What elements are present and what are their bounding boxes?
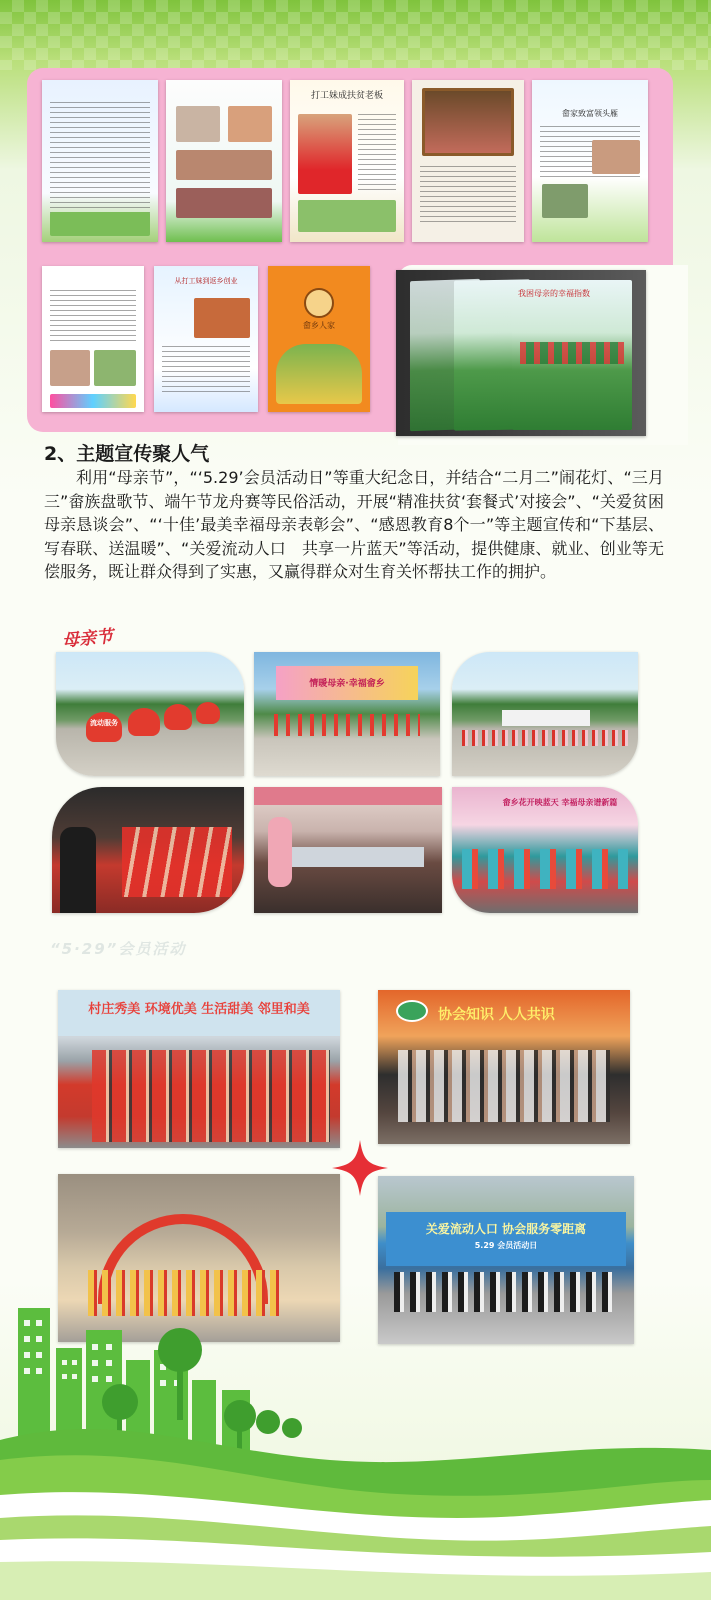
- heart-sign-text: 流动服务: [90, 719, 118, 727]
- mothers-day-photo-heart-signs: [56, 652, 244, 776]
- section-paragraph: 利用“母亲节”，“‘5.29’会员活动日”等重大纪念日，并结合“二月二”闹花灯、“三月三”畲族盘歌节、端午节龙舟赛等民俗活动，开展“精准扶贫‘套餐式’对接会”、“关爱贫困母亲恳谈会”、“‘十佳’最美幸福母亲表彰会”、“感恩教育8个一”等主题宣传和“下基层、写春联、送温暖”、“关爱流动人口 共享一片蓝天”等活动，提供健康、就业、创业等无偿服务，既让群众得到了实惠，又赢得群众对生育关怀帮扶工作的拥护。: [44, 468, 664, 581]
- brochure-page-3-title: 打工妹成扶贫老板: [310, 91, 383, 101]
- stage-banner-text: 情暖母亲·幸福畲乡: [309, 679, 385, 689]
- mothers-day-photo-dance: [452, 787, 638, 913]
- top-green-pattern: [0, 0, 711, 70]
- brochure-page-5-title: 畲家致富领头雁: [562, 109, 618, 118]
- green-city-illustration: [0, 1290, 711, 1600]
- brochure-back-cover: [268, 266, 370, 412]
- mothers-day-photo-consultation: [254, 787, 442, 913]
- booklet-cover-title: 我困母亲的幸福指数: [518, 289, 590, 298]
- member-photo-knowledge: [378, 990, 630, 1144]
- brochure-page-1: [42, 80, 158, 242]
- migrant-banner-sub: 5.29 会员活动日: [474, 1241, 538, 1250]
- mothers-day-photo-stage: [254, 652, 440, 776]
- mothers-day-photo-drummers: [52, 787, 244, 913]
- brochure-page-3: [290, 80, 404, 242]
- brochure-page-7: [154, 266, 258, 412]
- brochure-page-6: [42, 266, 144, 412]
- mothers-day-label: 母亲节: [61, 626, 114, 652]
- brochure-page-2: [166, 80, 282, 242]
- brochure-back-caption: 畲乡人家: [303, 321, 335, 330]
- brochure-page-4: [412, 80, 524, 242]
- member-day-label: “5·29”会员活动: [50, 940, 187, 958]
- brochure-page-7-title: 从打工妹到返乡创业: [174, 277, 238, 285]
- brochure-page-5: [532, 80, 648, 242]
- section-heading: 2、主题宣传聚人气: [44, 443, 210, 465]
- migrant-banner-text: 关爱流动人口 协会服务零距离: [425, 1222, 587, 1236]
- village-banner-text: 村庄秀美 环境优美 生活甜美 邻里和美: [88, 1002, 310, 1017]
- member-photo-village: [58, 990, 340, 1148]
- dance-banner-text: 畲乡花开映蓝天 幸福母亲谱新篇: [502, 798, 618, 807]
- printed-booklets-photo: [396, 270, 646, 436]
- mothers-day-photo-square: [452, 652, 638, 776]
- knowledge-banner-text: 协会知识 人人共识: [438, 1007, 555, 1023]
